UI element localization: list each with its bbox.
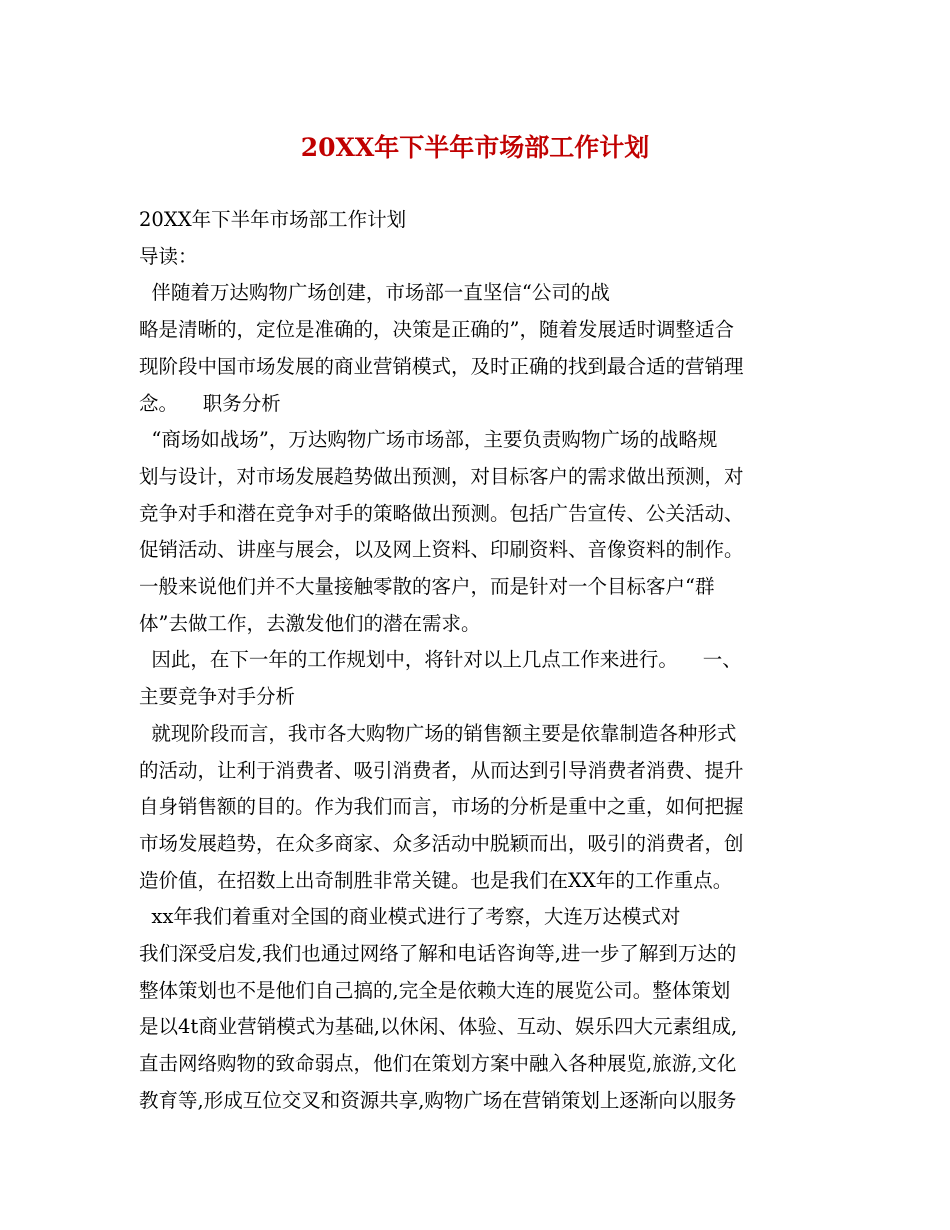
- body-line: 整体策划也不是他们自己搞的,完全是依赖大连的展览公司。整体策划: [139, 978, 731, 1002]
- body-line: 竞争对手和潜在竞争对手的策略做出预测。包括广告宣传、公关活动、: [139, 501, 744, 525]
- body-line: 教育等,形成互位交叉和资源共享,购物广场在营销策划上逐渐向以服务: [139, 1088, 737, 1112]
- body-line: 体”去做工作，去激发他们的潜在需求。: [139, 611, 481, 635]
- body-line: 我们深受启发,我们也通过网络了解和电话咨询等,进一步了解到万达的: [139, 942, 737, 965]
- body-line: 念。 职务分析: [139, 391, 281, 415]
- body-line: 现阶段中国市场发展的商业营销模式，及时正确的找到最合适的营销理: [139, 354, 744, 378]
- body-line: 20XX年下半年市场部工作计划: [139, 208, 407, 231]
- body-line: 因此，在下一年的工作规划中，将针对以上几点工作来进行。 一、: [139, 648, 742, 672]
- body-line: 主要竞争对手分析: [139, 685, 296, 709]
- body-line: 伴随着万达购物广场创建，市场部一直坚信“公司的战: [139, 281, 610, 305]
- body-line: 一般来说他们并不大量接触零散的客户，而是针对一个目标客户“群: [139, 575, 715, 598]
- body-line: 市场发展趋势，在众多商家、众多活动中脱颖而出，吸引的消费者，创: [139, 831, 744, 855]
- body-line: 导读：: [139, 244, 198, 268]
- body-line: 划与设计，对市场发展趋势做出预测，对目标客户的需求做出预测，对: [139, 464, 744, 488]
- document-title: 20XX年下半年市场部工作计划: [300, 133, 650, 162]
- body-line: xx年我们着重对全国的商业模式进行了考察，大连万达模式对: [139, 905, 681, 929]
- body-line: 造价值，在招数上出奇制胜非常关键。也是我们在XX年的工作重点。: [139, 868, 733, 892]
- body-line: 略是清晰的，定位是准确的，决策是正确的”，随着发展适时调整适合: [139, 318, 734, 342]
- body-line: 促销活动、讲座与展会，以及网上资料、印刷资料、音像资料的制作。: [139, 538, 744, 562]
- body-line: 是以4t商业营销模式为基础,以休闲、体验、互动、娱乐四大元素组成,: [139, 1015, 738, 1039]
- body-line: “商场如战场”，万达购物广场市场部，主要负责购物广场的战略规: [139, 428, 718, 452]
- body-line: 自身销售额的目的。作为我们而言，市场的分析是重中之重，如何把握: [139, 795, 744, 819]
- body-line: 的活动，让利于消费者、吸引消费者，从而达到引导消费者消费、提升: [139, 758, 744, 782]
- body-line: 直击网络购物的致命弱点，他们在策划方案中融入各种展览,旅游,文化: [139, 1052, 737, 1076]
- body-line: 就现阶段而言，我市各大购物广场的销售额主要是依靠制造各种形式: [139, 721, 737, 745]
